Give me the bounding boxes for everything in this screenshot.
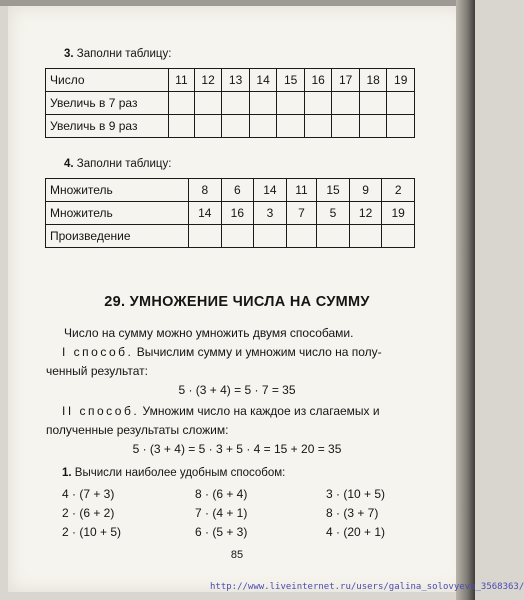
row-header: Множитель xyxy=(46,179,189,202)
expression: 3 · (10 + 5) xyxy=(326,487,386,501)
table-cell: 5 xyxy=(317,202,350,225)
way2-text: Умножим число на каждое из слагаемых и xyxy=(139,404,380,418)
empty-cell xyxy=(382,225,415,248)
empty-cell xyxy=(221,225,254,248)
table-row xyxy=(46,115,415,138)
table-cell: 6 xyxy=(221,179,254,202)
empty-cell xyxy=(359,115,387,138)
book-spine-shadow xyxy=(456,0,475,600)
way1-paragraph xyxy=(46,343,426,381)
empty-cell xyxy=(189,225,222,248)
expression: 6 · (5 + 3) xyxy=(195,525,248,539)
empty-cell xyxy=(317,225,350,248)
row-header: Увеличь в 9 раз xyxy=(46,115,169,138)
table-cell: 14 xyxy=(249,69,277,92)
empty-cell xyxy=(249,115,277,138)
formula-2: 5 · (3 + 4) = 5 · 3 + 5 · 4 = 15 + 20 = 35 xyxy=(132,442,342,456)
empty-cell xyxy=(304,92,332,115)
task-text: Заполни таблицу: xyxy=(76,158,172,170)
exercise-1-heading xyxy=(62,467,285,479)
empty-cell xyxy=(332,115,360,138)
table-cell: 2 xyxy=(382,179,415,202)
expression: 4 · (20 + 1) xyxy=(326,525,386,539)
way1-text-cont: ченный результат: xyxy=(46,364,148,378)
empty-cell xyxy=(169,115,195,138)
way2-label: II способ. xyxy=(62,404,140,418)
table-cell: 16 xyxy=(304,69,332,92)
empty-cell xyxy=(169,92,195,115)
table-cell: 14 xyxy=(189,202,222,225)
empty-cell xyxy=(349,225,382,248)
table-row xyxy=(46,202,415,225)
table-cell: 18 xyxy=(359,69,387,92)
expression: 7 · (4 + 1) xyxy=(195,506,248,520)
row-header: Произведение xyxy=(46,225,189,248)
table-cell: 3 xyxy=(254,202,287,225)
expression: 8 · (6 + 4) xyxy=(195,487,248,501)
table-cell: 19 xyxy=(387,69,415,92)
empty-cell xyxy=(277,115,305,138)
empty-cell xyxy=(254,225,287,248)
way2-text-cont: полученные результаты сложим: xyxy=(46,423,229,437)
empty-cell xyxy=(359,92,387,115)
empty-cell xyxy=(194,115,222,138)
row-header: Число xyxy=(46,69,169,92)
task-text: Заполни таблицу: xyxy=(76,48,172,60)
way1-text: Вычислим сумму и умножим число на полу- xyxy=(133,345,382,359)
empty-cell xyxy=(222,115,250,138)
table-cell: 12 xyxy=(194,69,222,92)
empty-cell xyxy=(387,115,415,138)
table-cell: 11 xyxy=(286,179,317,202)
empty-cell xyxy=(249,92,277,115)
empty-cell xyxy=(286,225,317,248)
table-cell: 7 xyxy=(286,202,317,225)
table-row xyxy=(46,179,415,202)
row-header: Увеличь в 7 раз xyxy=(46,92,169,115)
table-cell: 14 xyxy=(254,179,287,202)
empty-cell xyxy=(277,92,305,115)
intro-text: Число на сумму можно умножить двумя способами. xyxy=(64,326,354,340)
table-cell: 17 xyxy=(332,69,360,92)
formula-1: 5 · (3 + 4) = 5 · 7 = 35 xyxy=(178,383,296,397)
textbook-page xyxy=(8,6,466,592)
empty-cell xyxy=(194,92,222,115)
table-cell: 12 xyxy=(349,202,382,225)
expression: 8 · (3 + 7) xyxy=(326,506,379,520)
table-row xyxy=(46,92,415,115)
exercise-text: Вычисли наиболее удобным способом: xyxy=(74,467,286,479)
way2-paragraph xyxy=(46,402,426,440)
task-4-heading xyxy=(64,158,171,170)
expression: 2 · (10 + 5) xyxy=(62,525,122,539)
table-multiply-number xyxy=(45,68,415,138)
empty-cell xyxy=(304,115,332,138)
task-3-heading xyxy=(64,48,171,60)
task-number: 4. xyxy=(64,158,74,170)
table-row xyxy=(46,225,415,248)
table-cell: 15 xyxy=(277,69,305,92)
table-factors-product xyxy=(45,178,415,248)
expression: 4 · (7 + 3) xyxy=(62,487,115,501)
section-title: 29. УМНОЖЕНИЕ ЧИСЛА НА СУММУ xyxy=(104,294,370,310)
table-cell: 11 xyxy=(169,69,195,92)
watermark-url: http://www.liveinternet.ru/users/galina_solovyeva_3568363/ xyxy=(210,582,524,592)
empty-cell xyxy=(332,92,360,115)
empty-cell xyxy=(222,92,250,115)
table-row xyxy=(46,69,415,92)
table-cell: 19 xyxy=(382,202,415,225)
table-cell: 13 xyxy=(222,69,250,92)
task-number: 3. xyxy=(64,48,74,60)
expression: 2 · (6 + 2) xyxy=(62,506,115,520)
table-cell: 15 xyxy=(317,179,350,202)
empty-cell xyxy=(387,92,415,115)
row-header: Множитель xyxy=(46,202,189,225)
way1-label: I способ. xyxy=(62,345,134,359)
table-cell: 8 xyxy=(189,179,222,202)
exercise-number: 1. xyxy=(62,467,72,479)
table-cell: 9 xyxy=(349,179,382,202)
table-cell: 16 xyxy=(221,202,254,225)
page-number: 85 xyxy=(230,549,244,561)
